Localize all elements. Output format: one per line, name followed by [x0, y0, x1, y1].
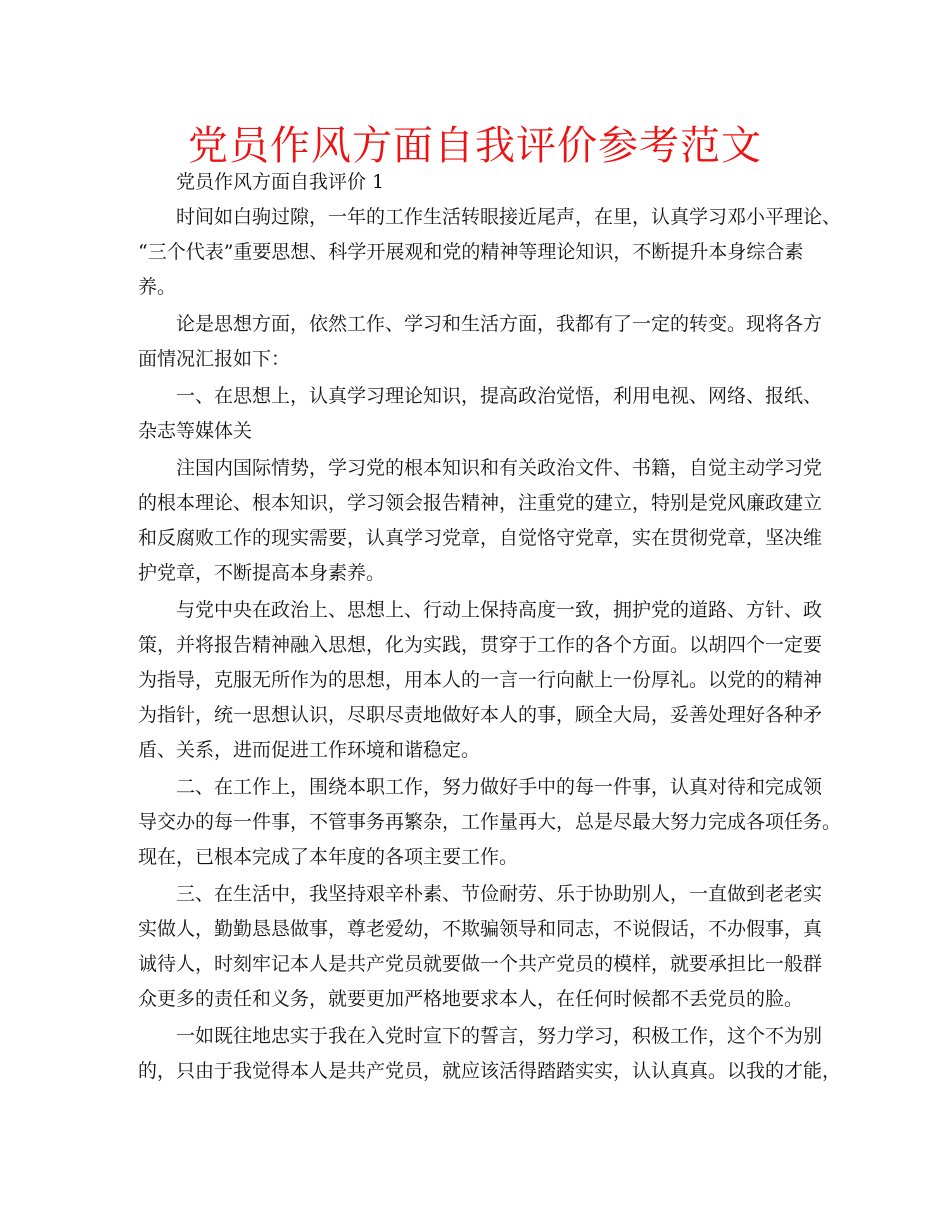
document-title: 党员作风方面自我评价参考范文 [188, 123, 762, 169]
paragraph-line: 三、在生活中，我坚持艰辛朴素、节俭耐劳、乐于协助别人，一直做到老老实 [176, 883, 823, 905]
paragraph-line: 众更多的责任和义务，就要更加严格地要求本人，在任何时候都不丢党员的脸。 [138, 988, 804, 1010]
paragraph-line: 的，只由于我觉得本人是共产党员，就应该活得踏踏实实，认认真真。以我的才能， [138, 1060, 842, 1082]
paragraph-line: 现在，已根本完成了本年度的各项主要工作。 [138, 846, 519, 868]
paragraph-line: 为指针，统一思想认识，尽职尽责地做好本人的事，顾全大局，妥善处理好各种矛 [138, 704, 823, 726]
paragraph-line: 与党中央在政治上、思想上、行动上保持高度一致，拥护党的道路、方针、政 [176, 599, 823, 621]
paragraph-line: 一如既往地忠实于我在入党时宣下的誓言，努力学习，积极工作，这个不为别 [176, 1025, 823, 1047]
paragraph-line: 党员作风方面自我评价 1 [176, 171, 385, 193]
paragraph-line: 注国内国际情势，学习党的根本知识和有关政治文件、书籍，自觉主动学习党 [176, 457, 823, 479]
paragraph-line: 的根本理论、根本知识，学习领会报告精神，注重党的建立，特别是党风廉政建立 [138, 492, 823, 514]
paragraph-line: 诚待人，时刻牢记本人是共产党员就要做一个共产党员的模样，就要承担比一般群 [138, 953, 823, 975]
paragraph-line: 和反腐败工作的现实需要，认真学习党章，自觉恪守党章，实在贯彻党章，坚决维 [138, 527, 823, 549]
paragraph-line: 为指导，克服无所作为的思想，用本人的一言一行向献上一份厚礼。以党的的精神 [138, 669, 823, 691]
paragraph-line: 二、在工作上，围绕本职工作，努力做好手中的每一件事，认真对待和完成领 [176, 776, 823, 798]
paragraph-line: 策，并将报告精神融入思想，化为实践，贯穿于工作的各个方面。以胡四个一定要 [138, 634, 823, 656]
paragraph-line: “三个代表”重要思想、科学开展观和党的精神等理论知识，不断提升本身综合素 [138, 241, 804, 263]
paragraph-line: 一、在思想上，认真学习理论知识，提高政治觉悟，利用电视、网络、报纸、 [176, 385, 823, 407]
paragraph-line: 盾、关系，进而促进工作环境和谐稳定。 [138, 739, 481, 761]
paragraph-line: 实做人，勤勤恳恳做事，尊老爱幼，不欺骗领导和同志，不说假话，不办假事，真 [138, 918, 823, 940]
paragraph-line: 论是思想方面，依然工作、学习和生活方面，我都有了一定的转变。现将各方 [176, 313, 823, 335]
paragraph-line: 养。 [138, 276, 177, 298]
paragraph-line: 护党章，不断提高本身素养。 [138, 562, 386, 584]
paragraph-line: 导交办的每一件事，不管事务再繁杂，工作量再大，总是尽最大努力完成各项任务。 [138, 811, 842, 833]
paragraph-line: 时间如白驹过隙，一年的工作生活转眼接近尾声，在里，认真学习邓小平理论、 [176, 206, 842, 228]
paragraph-line: 面情况汇报如下： [138, 348, 291, 370]
paragraph-line: 杂志等媒体关 [138, 420, 253, 442]
